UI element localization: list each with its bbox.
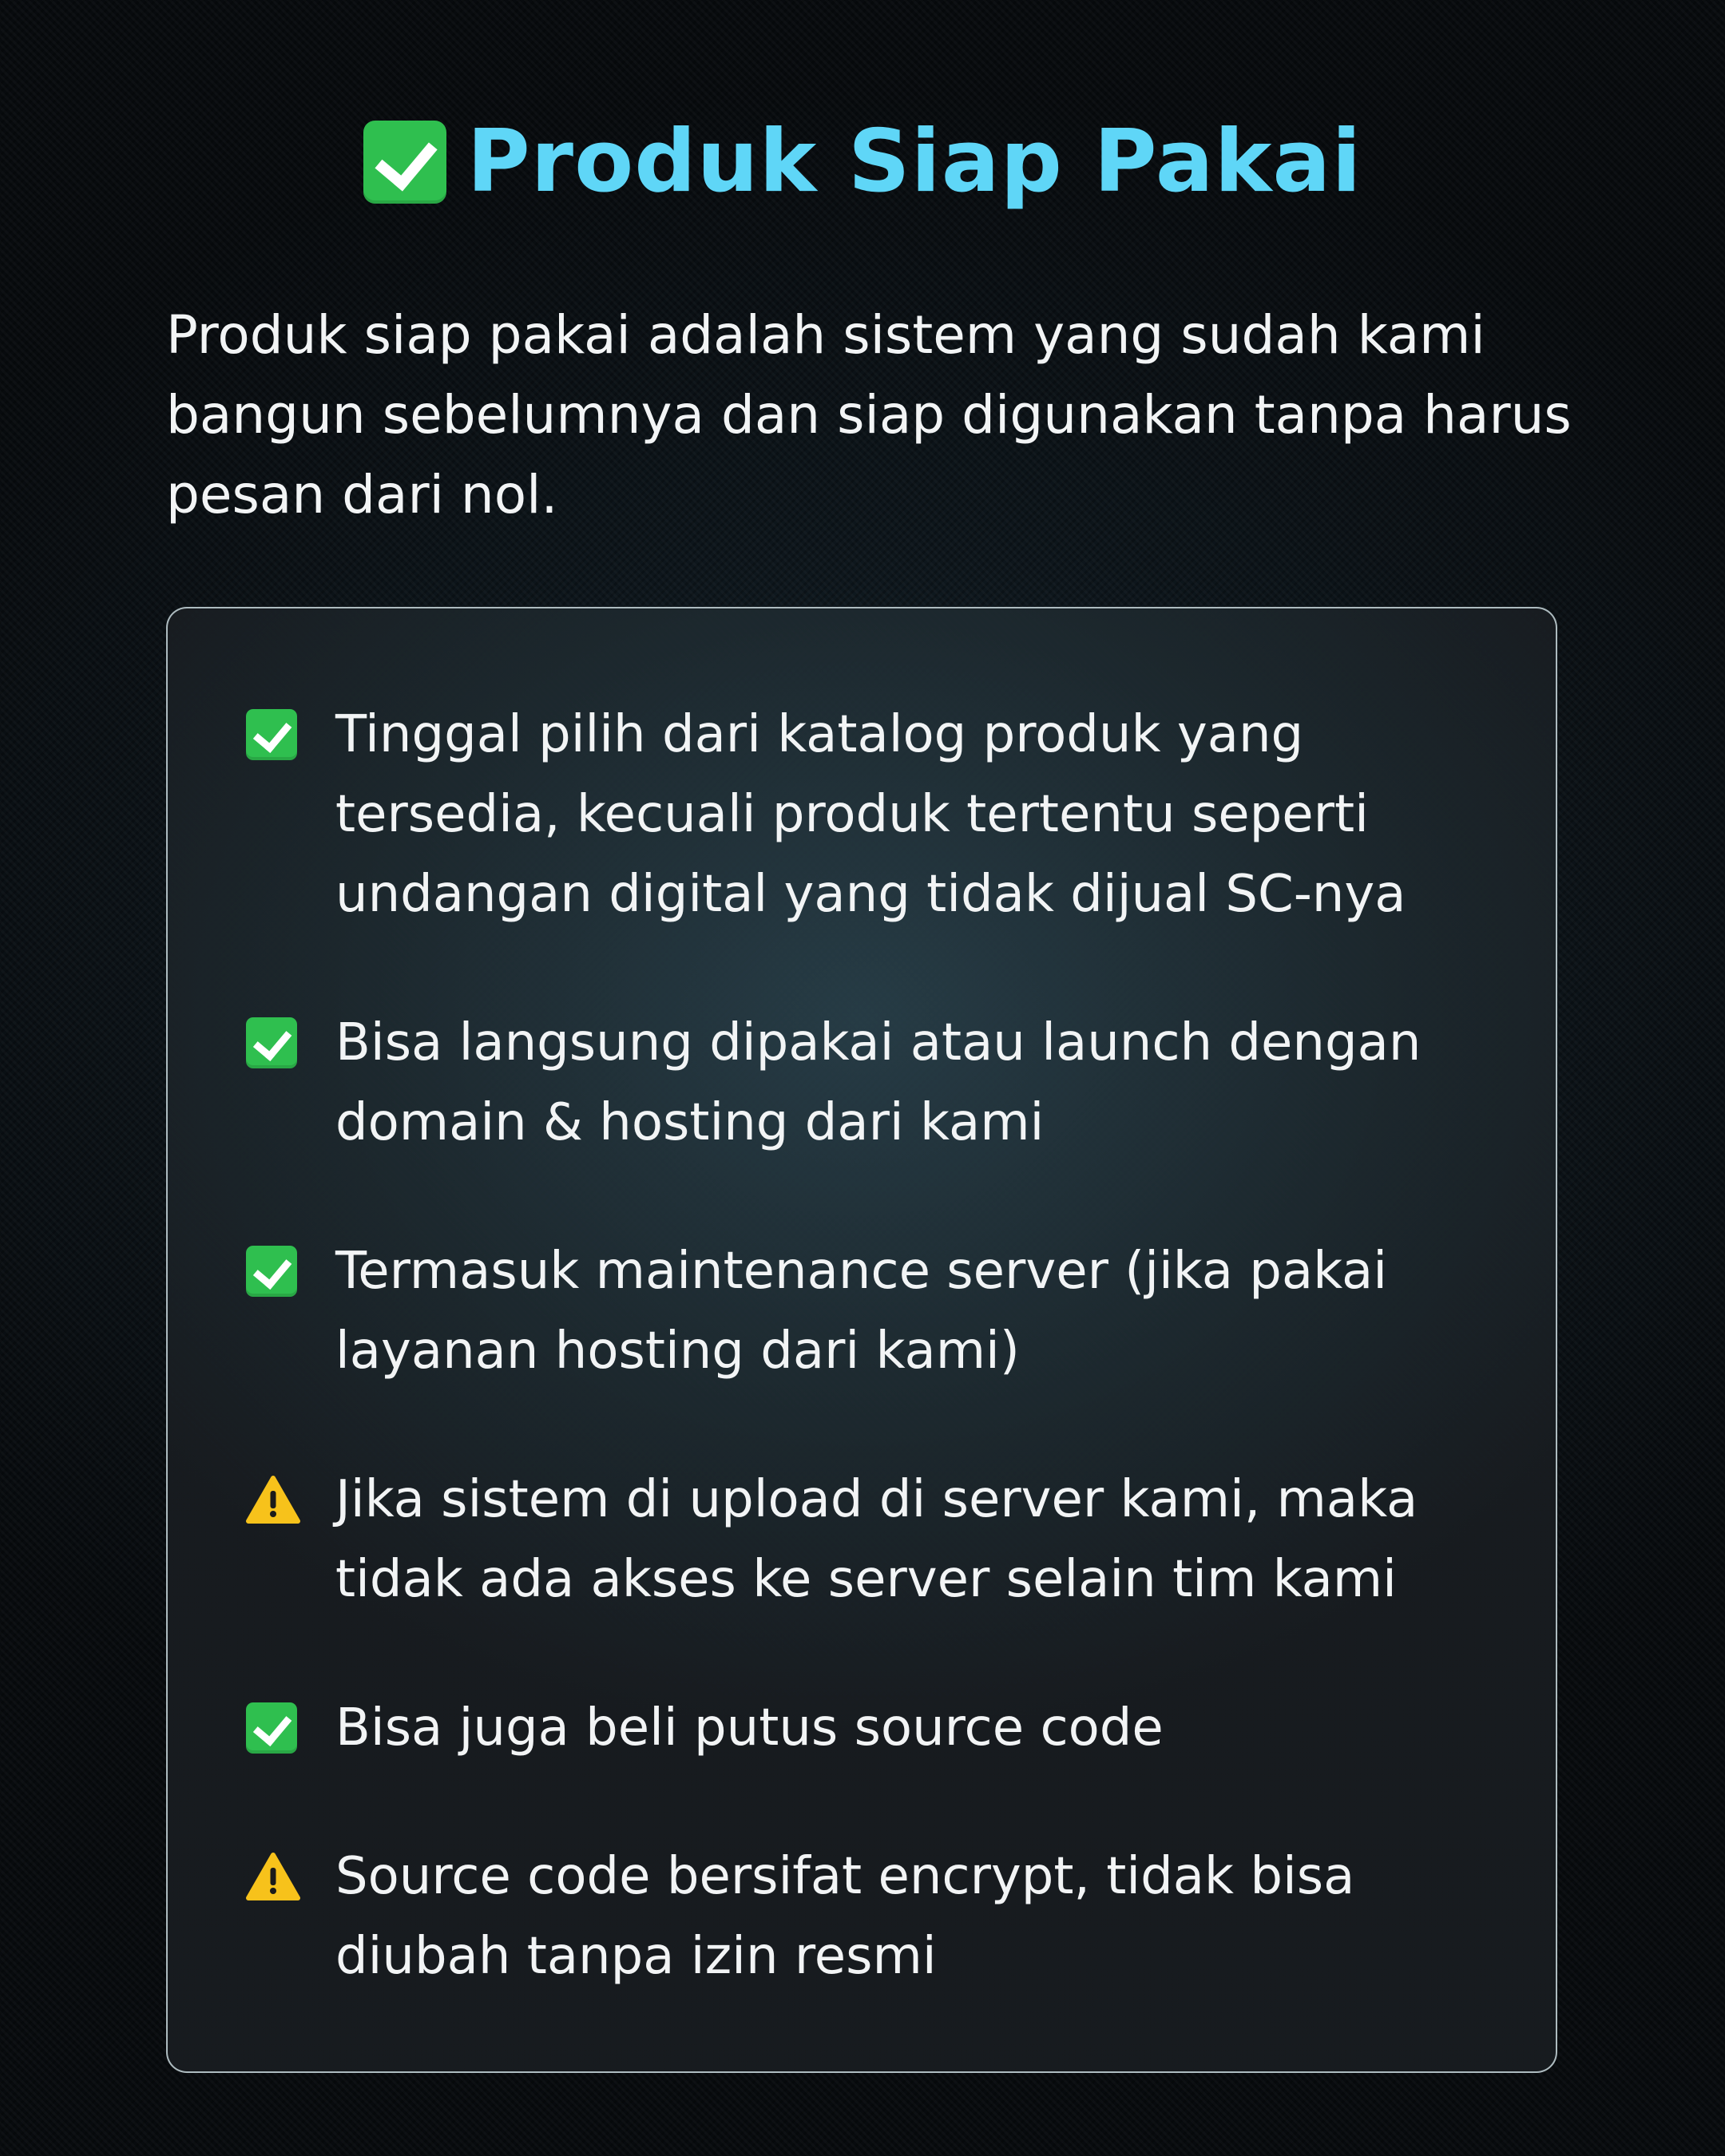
warning-icon [246, 1475, 300, 1524]
list-item [246, 695, 1508, 934]
page-title-text: Produk Siap Pakai [466, 112, 1362, 212]
list-item [246, 1837, 1508, 1996]
list-item [246, 1003, 1508, 1163]
list-item-text: Bisa langsung dipakai atau launch dengan domain & hosting dari kami [335, 1013, 1422, 1152]
page-title [0, 112, 1725, 212]
warning-icon [246, 1852, 300, 1901]
check-icon [246, 1702, 297, 1754]
list-item-text: Jika sistem di upload di server kami, maka tidak ada akses ke server selain tim kami [335, 1470, 1418, 1609]
features-card [166, 607, 1557, 2073]
intro-paragraph: Produk siap pakai adalah sistem yang sudah kami bangun sebelumnya dan siap digunakan tanpa harus pesan dari nol. [166, 304, 1572, 525]
list-item-text: Termasuk maintenance server (jika pakai layanan hosting dari kami) [335, 1242, 1388, 1381]
check-icon [246, 709, 297, 760]
list-item [246, 1231, 1508, 1391]
list-item-text: Bisa juga beli putus source code [335, 1698, 1164, 1758]
list-item [246, 1460, 1508, 1619]
list-item-text: Source code bersifat encrypt, tidak bisa diubah tanpa izin resmi [335, 1847, 1355, 1986]
check-icon [246, 1017, 297, 1068]
features-list [246, 695, 1508, 1996]
list-item-text: Tinggal pilih dari katalog produk yang tersedia, kecuali produk tertentu seperti undangan digital yang tidak dijual SC-nya [335, 705, 1406, 924]
check-mark-button-icon [363, 121, 446, 204]
list-item [246, 1688, 1508, 1768]
check-icon [246, 1246, 297, 1297]
